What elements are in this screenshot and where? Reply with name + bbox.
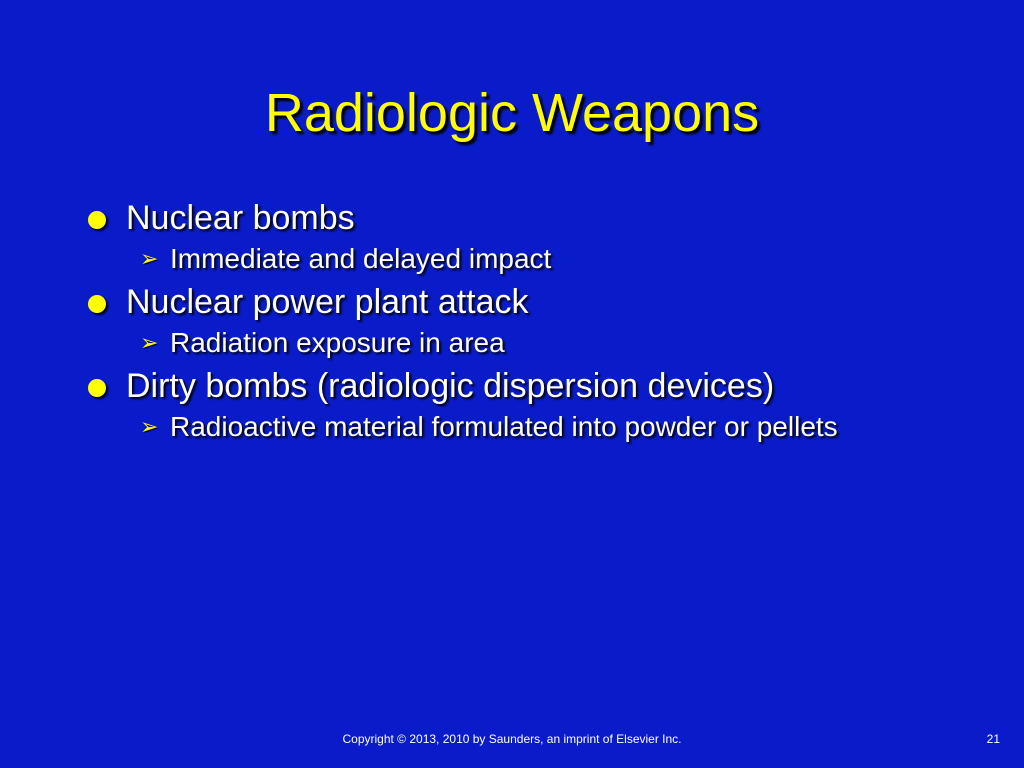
page-number: 21 <box>986 732 1000 746</box>
slide-title: Radiologic Weapons <box>264 83 760 143</box>
arrowhead-bullet-icon: ➢ <box>140 246 159 271</box>
bullet-text: Nuclear power plant attack <box>126 283 529 321</box>
copyright-footer: Copyright © 2013, 2010 by Saunders, an imprint of Elsevier Inc. <box>342 732 682 746</box>
bullet-item <box>88 280 948 324</box>
sub-bullet-item <box>132 240 948 278</box>
bullet-text: Dirty bombs (radiologic dispersion devices) <box>126 367 775 405</box>
sub-bullet-text: Radiation exposure in area <box>170 327 505 358</box>
sub-bullet-text: Immediate and delayed impact <box>170 243 552 274</box>
bullet-item <box>88 364 948 408</box>
bullet-list <box>88 196 948 448</box>
circle-bullet-icon <box>88 211 106 229</box>
bullet-item <box>88 196 948 240</box>
sub-bullet-item <box>132 324 948 362</box>
arrowhead-bullet-icon: ➢ <box>140 414 159 439</box>
circle-bullet-icon <box>88 295 106 313</box>
sub-bullet-text: Radioactive material formulated into powder or pellets <box>170 411 838 442</box>
bullet-text: Nuclear bombs <box>126 199 355 237</box>
circle-bullet-icon <box>88 379 106 397</box>
sub-bullet-item <box>132 408 948 446</box>
arrowhead-bullet-icon: ➢ <box>140 330 159 355</box>
